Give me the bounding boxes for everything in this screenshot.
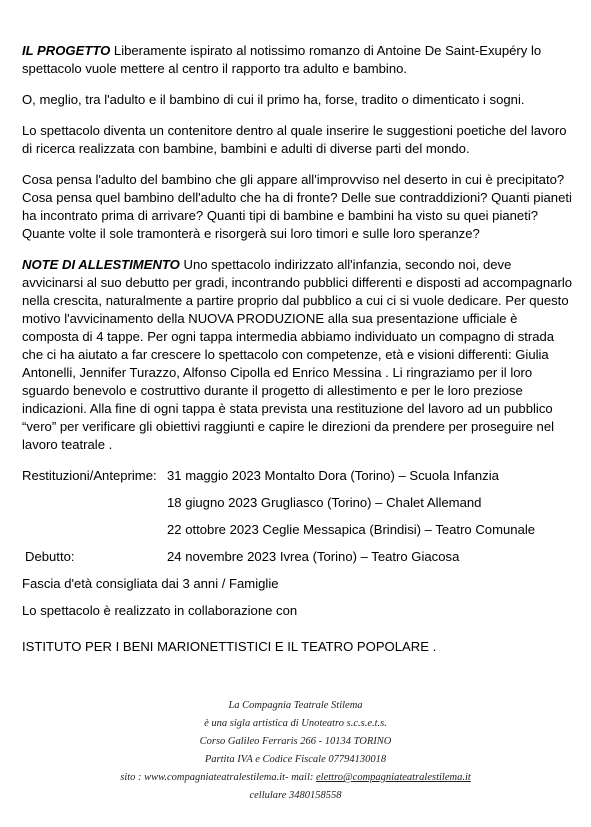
footer-email-link[interactable]: elettro@compagniateatralestilema.it [316,772,471,783]
footer-company-sigla: è una sigla artistica di Unoteatro s.c.s.e.t.s. [204,718,387,729]
heading-il-progetto: IL PROGETTO [22,43,111,58]
allestimento-text: Uno spettacolo indirizzato all'infanzia, secondo noi, deve avvicinarsi al suo debutto per gradi, incontrando pubblici differenti e disposti ad accompagnarlo nella crescita, naturalmente a partire proprio dal pubblico a cui ci si vuole dedicare. Per questo motivo l'avvicinamento della NUOVA PRODUZIONE alla sua presentazione ufficiale è composta di 4 tappe. Per ogni tappa intermedia abbiamo individuato un compagno di strada che ci ha aiutato a far crescere lo spettacolo con competenze, età e visioni differenti: Giulia Antonelli, Jennifer Turazzo, Alfonso Cipolla ed Enrico Messina . Li ringraziamo per il loro sguardo benevolo e costruttivo durante il progetto di allestimento e per le loro preziose indicazioni. Alla fine di ogni tappa è stata prevista una restituzione del lavoro ad un pubblico “vero” per verificare gli obiettivi raggiunti e capire le direzioni da prendere per proseguire nel lavoro teatrale . [22,257,573,452]
heading-note-di-allestimento: NOTE DI ALLESTIMENTO [22,257,180,272]
company-footer [0,697,591,805]
schedule-row-1 [22,467,574,485]
paragraph-allestimento [22,256,574,454]
collaboration-note: Lo spettacolo è realizzato in collaborazione con [22,603,298,618]
schedule-date-3: 22 ottobre 2023 Ceglie Messapica (Brindisi) – Teatro Comunale [167,522,536,537]
footer-vat: Partita IVA e Codice Fiscale 07794130018 [204,754,387,765]
age-range: Fascia d'età consigliata dai 3 anni / Famiglie [22,576,279,591]
footer-phone: cellulare 3480158558 [249,790,342,801]
debutto-label: Debutto: [25,549,75,564]
progetto-text: Liberamente ispirato al notissimo romanzo di Antoine De Saint-Exupéry lo spettacolo vuole mettere al centro il rapporto tra adulto e bambino. [22,43,542,76]
schedule-row-3 [22,521,574,539]
restituzioni-label: Restituzioni/Anteprime: [22,468,157,483]
debutto-date: 24 novembre 2023 Ivrea (Torino) – Teatro Giacosa [167,549,460,564]
schedule-row-2 [22,494,574,512]
paragraph-progetto-2: O, meglio, tra l'adulto e il bambino di cui il primo ha, forse, tradito o dimenticato i sogni. [22,92,525,107]
schedule-date-2: 18 giugno 2023 Grugliasco (Torino) – Chalet Allemand [167,495,482,510]
paragraph-progetto-3: Lo spettacolo diventa un contenitore dentro al quale inserire le suggestioni poetiche del lavoro di ricerca realizzata con bambine, bambini e adulti di diverse parti del mondo. [22,123,567,156]
paragraph-progetto-4: Cosa pensa l'adulto del bambino che gli appare all'improvviso nel deserto in cui è precipitato? Cosa pensa quel bambino dell'adulto che ha di fronte? Delle sue contraddizioni? Quanti pianeti ha incontrato prima di arrivare? Quanti tipi di bambine e bambini ha visto su quei pianeti? Quante volte il sole tramonterà e risorgerà sui loro timori e sulle loro speranze? [22,172,572,241]
schedule-date-1: 31 maggio 2023 Montalto Dora (Torino) – Scuola Infanzia [167,468,499,483]
schedule-row-debutto [22,548,574,566]
footer-company-name: La Compagnia Teatrale Stilema [228,700,363,711]
institute-name: ISTITUTO PER I BENI MARIONETTISTICI E IL TEATRO POPOLARE . [22,639,437,654]
paragraph-progetto-intro [22,42,574,78]
document-body [22,42,574,665]
footer-site: sito : www.compagniateatralestilema.it- mail: [120,772,316,783]
footer-contacts [0,769,591,787]
footer-address: Corso Galileo Ferraris 266 - 10134 TORINO [199,736,392,747]
